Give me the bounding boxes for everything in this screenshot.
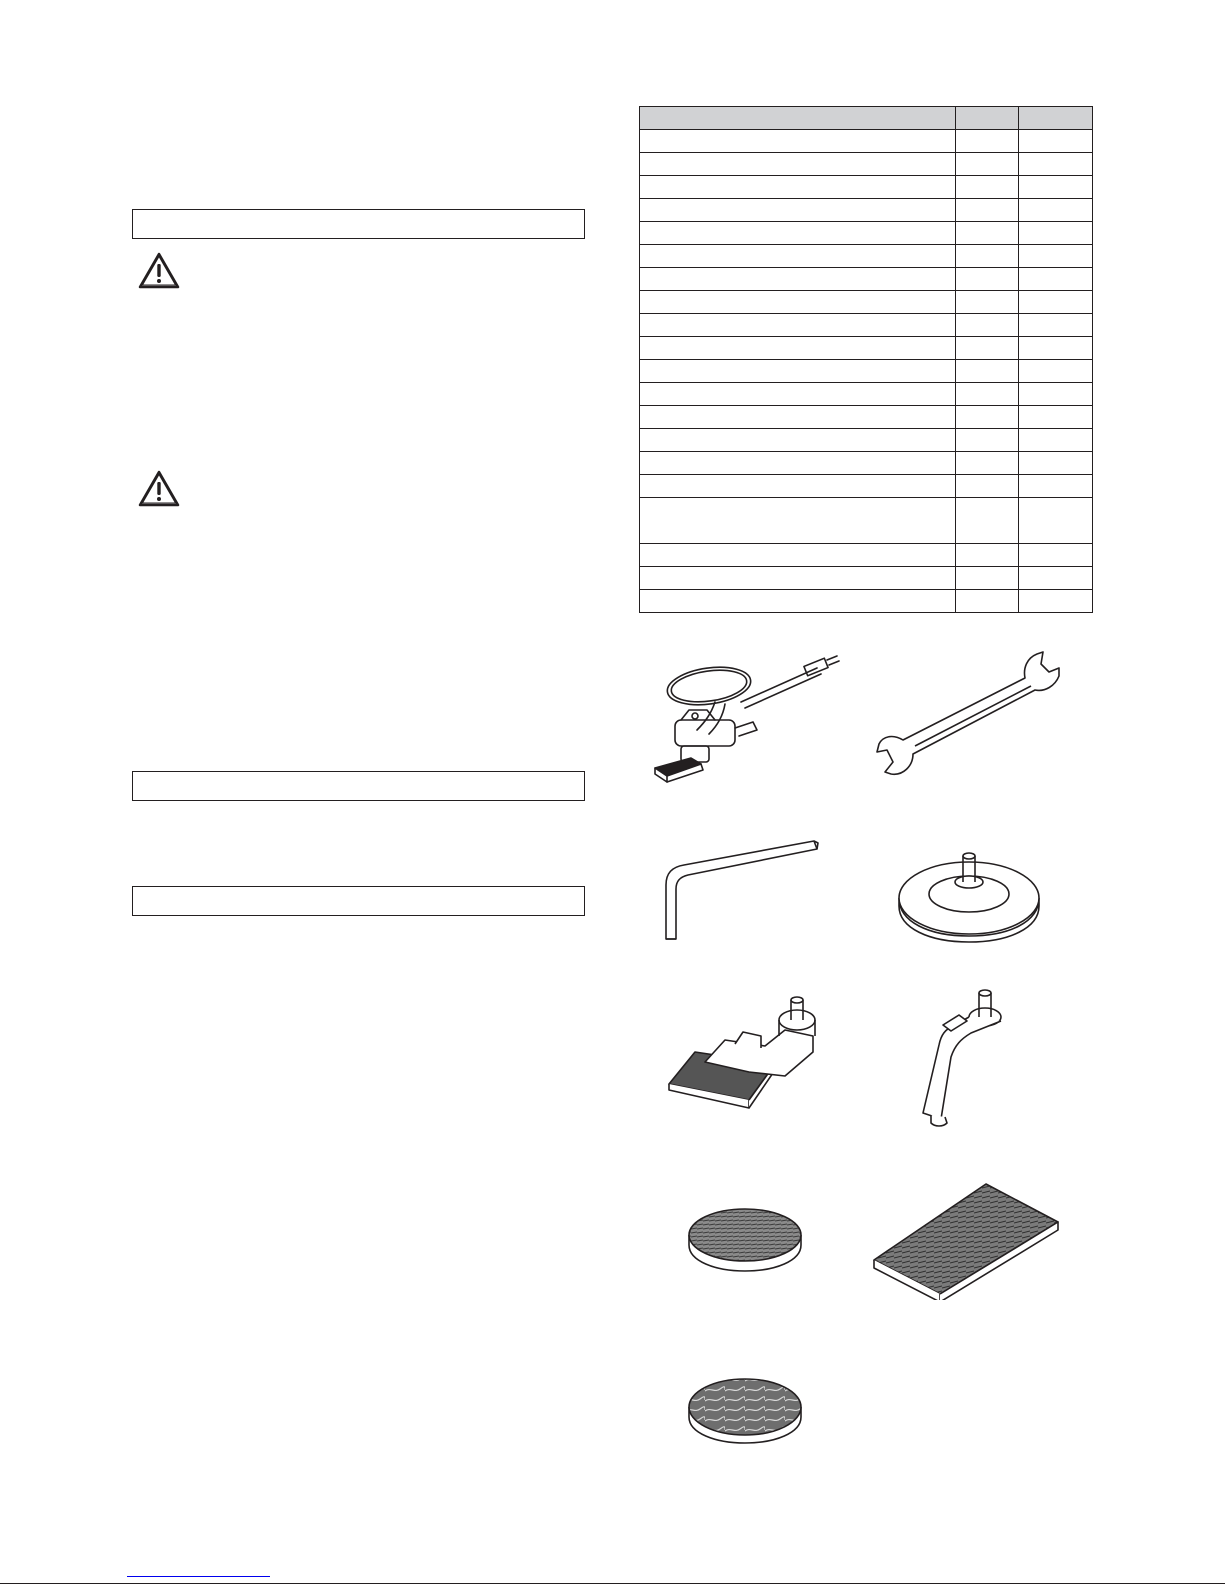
table-cell bbox=[956, 383, 1019, 406]
table-cell bbox=[1019, 245, 1093, 268]
table-row bbox=[640, 268, 1093, 291]
table-cell bbox=[640, 544, 956, 567]
table-cell bbox=[640, 337, 956, 360]
round-abrasive-disc-fine-illustration bbox=[685, 1195, 805, 1275]
table-cell bbox=[956, 452, 1019, 475]
table-cell bbox=[640, 383, 956, 406]
table-row bbox=[640, 360, 1093, 383]
table-cell bbox=[640, 153, 956, 176]
table-cell bbox=[1019, 337, 1093, 360]
table-row bbox=[640, 383, 1093, 406]
table-cell bbox=[956, 130, 1019, 153]
table-cell bbox=[1019, 429, 1093, 452]
table-header-row bbox=[640, 107, 1093, 130]
table-cell bbox=[1019, 291, 1093, 314]
round-abrasive-disc-coarse-illustration bbox=[685, 1365, 805, 1450]
table-cell bbox=[956, 590, 1019, 613]
table-cell bbox=[640, 406, 956, 429]
header-cell-quantity bbox=[956, 107, 1019, 130]
air-tool-with-hose-illustration bbox=[645, 650, 845, 790]
table-cell bbox=[1019, 153, 1093, 176]
rectangular-abrasive-sheet-illustration bbox=[870, 1180, 1065, 1300]
warning-triangle-icon bbox=[138, 252, 180, 290]
table-cell bbox=[956, 544, 1019, 567]
table-row bbox=[640, 176, 1093, 199]
table-cell bbox=[956, 475, 1019, 498]
table-cell bbox=[1019, 199, 1093, 222]
table-cell bbox=[956, 176, 1019, 199]
table-cell bbox=[640, 130, 956, 153]
table-cell bbox=[956, 360, 1019, 383]
table-cell bbox=[956, 245, 1019, 268]
table-row bbox=[640, 429, 1093, 452]
parts-table bbox=[639, 106, 1093, 613]
table-cell bbox=[640, 268, 956, 291]
table-row bbox=[640, 452, 1093, 475]
hex-key-illustration bbox=[660, 835, 825, 950]
table-cell bbox=[956, 268, 1019, 291]
table-cell bbox=[1019, 452, 1093, 475]
footer-link-underline[interactable] bbox=[127, 1576, 270, 1577]
warning-triangle-icon bbox=[138, 470, 180, 508]
table-row bbox=[640, 498, 1093, 544]
table-cell bbox=[956, 567, 1019, 590]
table-cell bbox=[1019, 268, 1093, 291]
table-cell bbox=[956, 199, 1019, 222]
table-row bbox=[640, 130, 1093, 153]
table-cell bbox=[640, 567, 956, 590]
table-cell bbox=[640, 222, 956, 245]
table-cell bbox=[640, 452, 956, 475]
table-cell bbox=[956, 291, 1019, 314]
table-cell bbox=[640, 176, 956, 199]
table-cell bbox=[1019, 590, 1093, 613]
table-cell bbox=[640, 245, 956, 268]
section-box-2 bbox=[132, 771, 585, 801]
table-row bbox=[640, 199, 1093, 222]
table-cell bbox=[640, 498, 956, 544]
page-bottom-rule bbox=[0, 1583, 1225, 1584]
table-cell bbox=[640, 590, 956, 613]
table-cell bbox=[1019, 314, 1093, 337]
table-row bbox=[640, 291, 1093, 314]
open-end-wrench-illustration bbox=[875, 650, 1065, 780]
rectangular-pad-attachment-illustration bbox=[665, 990, 835, 1120]
table-cell bbox=[1019, 360, 1093, 383]
table-cell bbox=[640, 475, 956, 498]
table-cell bbox=[1019, 406, 1093, 429]
table-row bbox=[640, 544, 1093, 567]
table-row bbox=[640, 245, 1093, 268]
table-cell bbox=[1019, 498, 1093, 544]
header-cell-number bbox=[1019, 107, 1093, 130]
table-cell bbox=[640, 360, 956, 383]
table-cell bbox=[640, 291, 956, 314]
table-cell bbox=[956, 153, 1019, 176]
table-row bbox=[640, 475, 1093, 498]
table-cell bbox=[956, 498, 1019, 544]
section-box-3 bbox=[132, 886, 585, 916]
table-cell bbox=[1019, 544, 1093, 567]
table-row bbox=[640, 590, 1093, 613]
table-cell bbox=[640, 199, 956, 222]
header-cell-description bbox=[640, 107, 956, 130]
table-cell bbox=[956, 337, 1019, 360]
table-cell bbox=[640, 429, 956, 452]
table-row bbox=[640, 314, 1093, 337]
table-cell bbox=[1019, 222, 1093, 245]
table-row bbox=[640, 567, 1093, 590]
table-cell bbox=[956, 222, 1019, 245]
table-row bbox=[640, 337, 1093, 360]
table-row bbox=[640, 222, 1093, 245]
round-pad-base-illustration bbox=[895, 840, 1045, 950]
table-cell bbox=[956, 429, 1019, 452]
table-cell bbox=[956, 406, 1019, 429]
curved-arm-attachment-illustration bbox=[915, 985, 1025, 1130]
table-cell bbox=[1019, 383, 1093, 406]
table-cell bbox=[640, 314, 956, 337]
table-cell bbox=[956, 314, 1019, 337]
section-box-1 bbox=[132, 209, 585, 239]
table-row bbox=[640, 406, 1093, 429]
table-cell bbox=[1019, 176, 1093, 199]
table-row bbox=[640, 153, 1093, 176]
table-cell bbox=[1019, 130, 1093, 153]
table-cell bbox=[1019, 475, 1093, 498]
table-cell bbox=[1019, 567, 1093, 590]
